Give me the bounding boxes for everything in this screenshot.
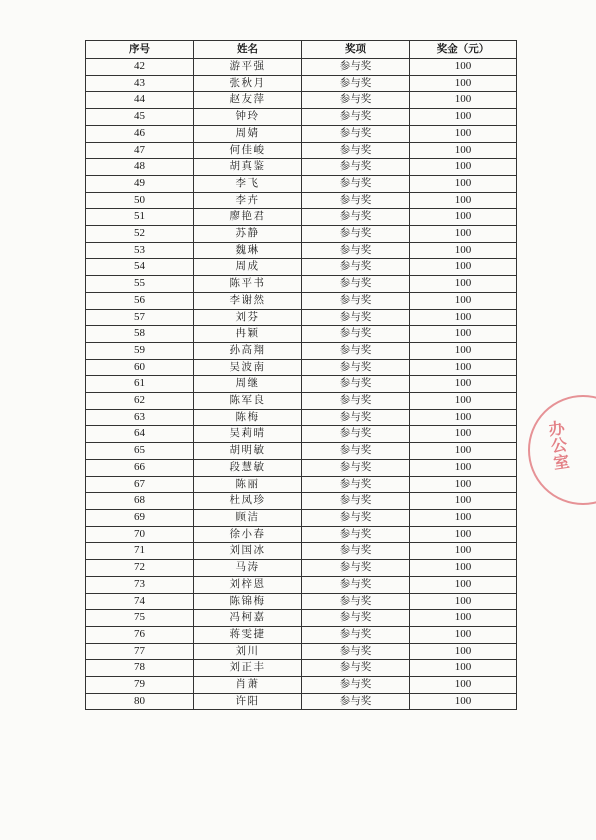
cell-award: 参与奖	[302, 226, 410, 243]
cell-amount: 100	[410, 576, 517, 593]
cell-amount: 100	[410, 326, 517, 343]
cell-award: 参与奖	[302, 242, 410, 259]
table-row	[86, 493, 517, 510]
cell-name: 陈梅	[194, 409, 302, 426]
cell-no: 63	[86, 409, 194, 426]
table-row	[86, 610, 517, 627]
cell-award: 参与奖	[302, 660, 410, 677]
cell-name: 赵友萍	[194, 92, 302, 109]
cell-no: 71	[86, 543, 194, 560]
cell-award: 参与奖	[302, 576, 410, 593]
table-row	[86, 342, 517, 359]
cell-amount: 100	[410, 593, 517, 610]
cell-name: 苏静	[194, 226, 302, 243]
cell-amount: 100	[410, 660, 517, 677]
cell-award: 参与奖	[302, 209, 410, 226]
cell-award: 参与奖	[302, 142, 410, 159]
cell-amount: 100	[410, 626, 517, 643]
cell-no: 64	[86, 426, 194, 443]
table-row	[86, 309, 517, 326]
table-row	[86, 142, 517, 159]
cell-award: 参与奖	[302, 610, 410, 627]
cell-name: 刘正丰	[194, 660, 302, 677]
cell-award: 参与奖	[302, 276, 410, 293]
table-row	[86, 242, 517, 259]
cell-no: 70	[86, 526, 194, 543]
cell-no: 58	[86, 326, 194, 343]
table-row	[86, 526, 517, 543]
cell-no: 69	[86, 509, 194, 526]
cell-amount: 100	[410, 75, 517, 92]
table-row	[86, 59, 517, 76]
cell-award: 参与奖	[302, 476, 410, 493]
cell-amount: 100	[410, 493, 517, 510]
cell-amount: 100	[410, 359, 517, 376]
cell-award: 参与奖	[302, 426, 410, 443]
cell-amount: 100	[410, 443, 517, 460]
cell-no: 66	[86, 459, 194, 476]
cell-award: 参与奖	[302, 309, 410, 326]
table-row	[86, 576, 517, 593]
cell-amount: 100	[410, 526, 517, 543]
cell-award: 参与奖	[302, 192, 410, 209]
cell-name: 陈军良	[194, 393, 302, 410]
cell-name: 马涛	[194, 560, 302, 577]
table-row	[86, 476, 517, 493]
table-row	[86, 693, 517, 710]
table-row	[86, 393, 517, 410]
cell-name: 孙高翔	[194, 342, 302, 359]
cell-award: 参与奖	[302, 59, 410, 76]
table-row	[86, 426, 517, 443]
cell-no: 62	[86, 393, 194, 410]
cell-name: 段慧敏	[194, 459, 302, 476]
cell-award: 参与奖	[302, 509, 410, 526]
column-header-name: 姓名	[194, 41, 302, 59]
table-header-row	[86, 41, 517, 59]
cell-amount: 100	[410, 192, 517, 209]
cell-amount: 100	[410, 426, 517, 443]
cell-no: 74	[86, 593, 194, 610]
cell-no: 67	[86, 476, 194, 493]
table-row	[86, 209, 517, 226]
cell-award: 参与奖	[302, 175, 410, 192]
seal-text: 办公室	[547, 418, 571, 473]
cell-no: 76	[86, 626, 194, 643]
cell-award: 参与奖	[302, 359, 410, 376]
table-body	[86, 59, 517, 710]
cell-name: 许阳	[194, 693, 302, 710]
cell-name: 冯柯嘉	[194, 610, 302, 627]
cell-no: 72	[86, 560, 194, 577]
cell-award: 参与奖	[302, 326, 410, 343]
cell-award: 参与奖	[302, 693, 410, 710]
cell-award: 参与奖	[302, 393, 410, 410]
cell-award: 参与奖	[302, 526, 410, 543]
cell-amount: 100	[410, 226, 517, 243]
cell-name: 周继	[194, 376, 302, 393]
cell-award: 参与奖	[302, 75, 410, 92]
cell-name: 刘国冰	[194, 543, 302, 560]
table-row	[86, 125, 517, 142]
cell-award: 参与奖	[302, 125, 410, 142]
cell-award: 参与奖	[302, 109, 410, 126]
cell-award: 参与奖	[302, 459, 410, 476]
cell-name: 李飞	[194, 175, 302, 192]
table-row	[86, 75, 517, 92]
cell-no: 80	[86, 693, 194, 710]
cell-amount: 100	[410, 509, 517, 526]
cell-no: 78	[86, 660, 194, 677]
cell-name: 胡真鉴	[194, 159, 302, 176]
cell-no: 57	[86, 309, 194, 326]
cell-name: 杜凤珍	[194, 493, 302, 510]
cell-name: 胡明敏	[194, 443, 302, 460]
cell-name: 魏琳	[194, 242, 302, 259]
cell-no: 75	[86, 610, 194, 627]
cell-no: 53	[86, 242, 194, 259]
award-table	[85, 40, 517, 710]
table-row	[86, 409, 517, 426]
cell-name: 冉颖	[194, 326, 302, 343]
cell-award: 参与奖	[302, 259, 410, 276]
cell-no: 50	[86, 192, 194, 209]
cell-no: 73	[86, 576, 194, 593]
cell-no: 46	[86, 125, 194, 142]
cell-name: 蒋雯捷	[194, 626, 302, 643]
cell-amount: 100	[410, 292, 517, 309]
cell-no: 45	[86, 109, 194, 126]
cell-name: 张秋月	[194, 75, 302, 92]
cell-amount: 100	[410, 610, 517, 627]
cell-no: 68	[86, 493, 194, 510]
cell-amount: 100	[410, 393, 517, 410]
cell-award: 参与奖	[302, 92, 410, 109]
cell-name: 顾洁	[194, 509, 302, 526]
cell-amount: 100	[410, 276, 517, 293]
cell-name: 游平强	[194, 59, 302, 76]
cell-no: 47	[86, 142, 194, 159]
cell-name: 刘芬	[194, 309, 302, 326]
cell-name: 李谢然	[194, 292, 302, 309]
cell-award: 参与奖	[302, 342, 410, 359]
table-row	[86, 677, 517, 694]
cell-award: 参与奖	[302, 159, 410, 176]
cell-amount: 100	[410, 159, 517, 176]
cell-amount: 100	[410, 459, 517, 476]
table-row	[86, 593, 517, 610]
table-row	[86, 92, 517, 109]
cell-award: 参与奖	[302, 643, 410, 660]
cell-name: 周婧	[194, 125, 302, 142]
cell-award: 参与奖	[302, 560, 410, 577]
cell-no: 79	[86, 677, 194, 694]
cell-award: 参与奖	[302, 443, 410, 460]
cell-name: 吴莉晴	[194, 426, 302, 443]
cell-no: 61	[86, 376, 194, 393]
table-row	[86, 359, 517, 376]
cell-amount: 100	[410, 242, 517, 259]
column-header-no: 序号	[86, 41, 194, 59]
cell-amount: 100	[410, 59, 517, 76]
cell-amount: 100	[410, 677, 517, 694]
table-row	[86, 376, 517, 393]
cell-no: 42	[86, 59, 194, 76]
cell-award: 参与奖	[302, 493, 410, 510]
table-row	[86, 626, 517, 643]
cell-name: 廖艳君	[194, 209, 302, 226]
table-row	[86, 192, 517, 209]
cell-no: 77	[86, 643, 194, 660]
cell-amount: 100	[410, 109, 517, 126]
column-header-amount: 奖金（元）	[410, 41, 517, 59]
cell-amount: 100	[410, 259, 517, 276]
cell-amount: 100	[410, 476, 517, 493]
cell-no: 48	[86, 159, 194, 176]
cell-no: 54	[86, 259, 194, 276]
column-header-award: 奖项	[302, 41, 410, 59]
table-row	[86, 292, 517, 309]
cell-amount: 100	[410, 142, 517, 159]
cell-no: 49	[86, 175, 194, 192]
cell-amount: 100	[410, 342, 517, 359]
cell-amount: 100	[410, 209, 517, 226]
cell-award: 参与奖	[302, 409, 410, 426]
cell-amount: 100	[410, 92, 517, 109]
cell-name: 吴波南	[194, 359, 302, 376]
cell-amount: 100	[410, 643, 517, 660]
cell-no: 65	[86, 443, 194, 460]
cell-name: 周成	[194, 259, 302, 276]
table-row	[86, 109, 517, 126]
cell-no: 55	[86, 276, 194, 293]
cell-name: 陈丽	[194, 476, 302, 493]
cell-amount: 100	[410, 693, 517, 710]
cell-no: 51	[86, 209, 194, 226]
cell-amount: 100	[410, 543, 517, 560]
table-row	[86, 259, 517, 276]
cell-amount: 100	[410, 309, 517, 326]
table-row	[86, 276, 517, 293]
cell-no: 52	[86, 226, 194, 243]
cell-amount: 100	[410, 560, 517, 577]
cell-name: 何佳峻	[194, 142, 302, 159]
cell-award: 参与奖	[302, 543, 410, 560]
table-row	[86, 159, 517, 176]
cell-award: 参与奖	[302, 626, 410, 643]
table-row	[86, 643, 517, 660]
table-row	[86, 443, 517, 460]
cell-amount: 100	[410, 175, 517, 192]
table-row	[86, 226, 517, 243]
cell-amount: 100	[410, 376, 517, 393]
cell-award: 参与奖	[302, 292, 410, 309]
table-row	[86, 509, 517, 526]
cell-no: 60	[86, 359, 194, 376]
cell-no: 56	[86, 292, 194, 309]
cell-name: 李卉	[194, 192, 302, 209]
cell-award: 参与奖	[302, 593, 410, 610]
cell-award: 参与奖	[302, 376, 410, 393]
cell-amount: 100	[410, 125, 517, 142]
cell-name: 刘川	[194, 643, 302, 660]
table-row	[86, 543, 517, 560]
table-row	[86, 660, 517, 677]
cell-award: 参与奖	[302, 677, 410, 694]
table-row	[86, 459, 517, 476]
cell-name: 陈锦梅	[194, 593, 302, 610]
cell-no: 43	[86, 75, 194, 92]
cell-name: 钟玲	[194, 109, 302, 126]
cell-name: 肖萧	[194, 677, 302, 694]
table-row	[86, 560, 517, 577]
cell-name: 刘梓恩	[194, 576, 302, 593]
cell-name: 徐小春	[194, 526, 302, 543]
cell-amount: 100	[410, 409, 517, 426]
cell-no: 44	[86, 92, 194, 109]
cell-name: 陈平书	[194, 276, 302, 293]
table-row	[86, 175, 517, 192]
cell-no: 59	[86, 342, 194, 359]
table-row	[86, 326, 517, 343]
